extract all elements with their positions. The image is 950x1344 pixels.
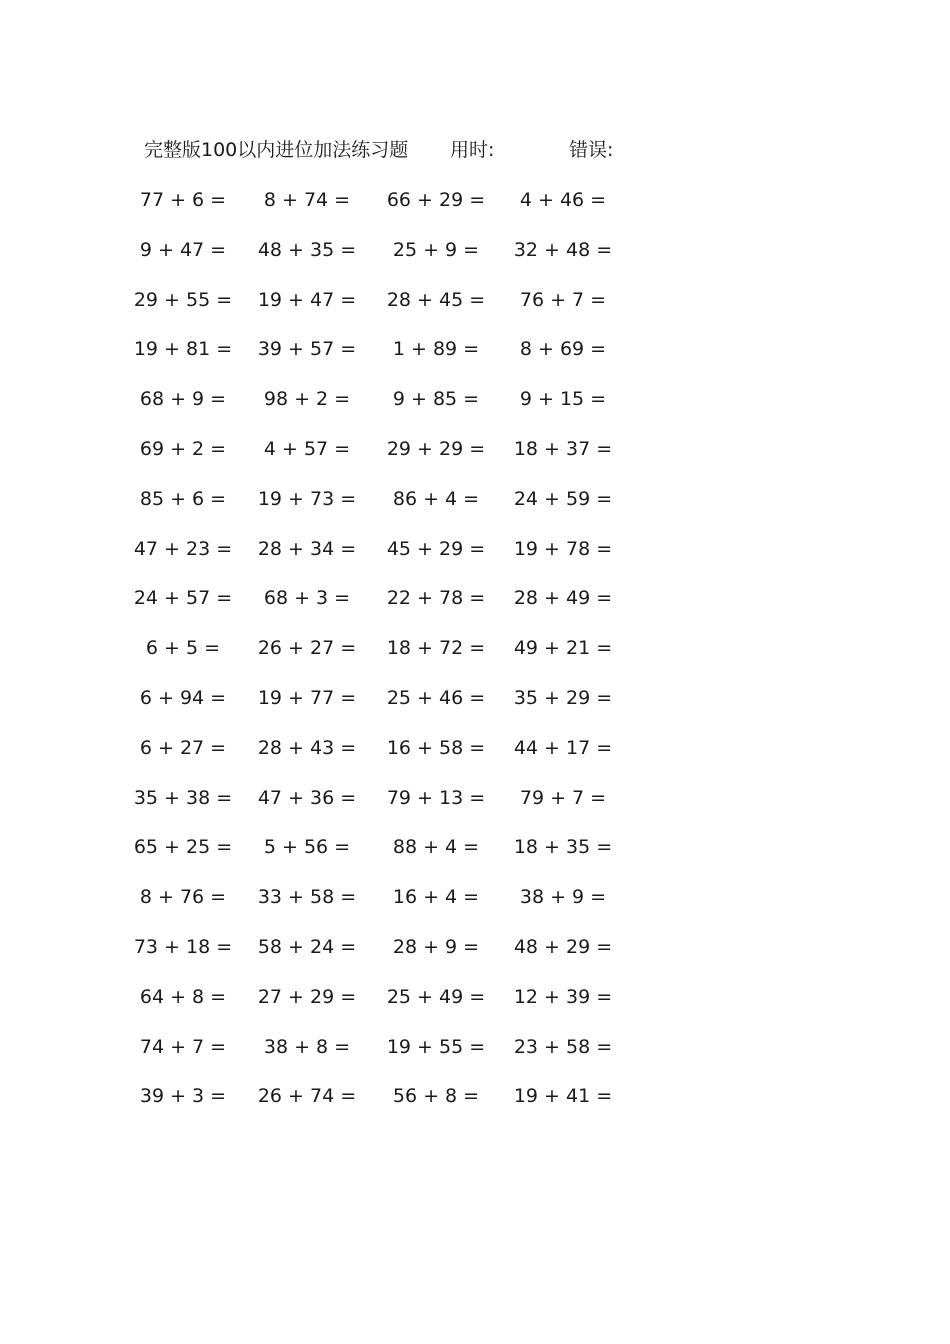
problem-text: 6 + 27 = bbox=[139, 736, 227, 759]
problem-text: 24 + 57 = bbox=[133, 587, 233, 610]
problem-row bbox=[0, 933, 950, 983]
problem-cell bbox=[257, 1082, 405, 1110]
problem-text: 16 + 58 = bbox=[386, 736, 486, 759]
problem-text: 68 + 9 = bbox=[139, 388, 227, 411]
problem-cell bbox=[139, 385, 269, 413]
problem-cell bbox=[263, 1033, 393, 1061]
problem-cell bbox=[513, 734, 661, 762]
problem-cell bbox=[519, 385, 649, 413]
problem-cell bbox=[513, 933, 661, 961]
problem-row bbox=[0, 983, 950, 1033]
problem-cell bbox=[263, 584, 393, 612]
problem-text: 39 + 57 = bbox=[257, 338, 357, 361]
problem-text: 44 + 17 = bbox=[513, 736, 613, 759]
problem-text: 58 + 24 = bbox=[257, 935, 357, 958]
problem-text: 25 + 49 = bbox=[386, 985, 486, 1008]
problem-row bbox=[0, 236, 950, 286]
time-label: 用时: bbox=[450, 139, 495, 161]
problem-text: 33 + 58 = bbox=[257, 886, 357, 909]
problem-text: 79 + 7 = bbox=[519, 786, 607, 809]
problem-text: 26 + 27 = bbox=[257, 637, 357, 660]
problem-cell bbox=[513, 535, 661, 563]
problem-cell bbox=[139, 1082, 269, 1110]
problem-text: 28 + 45 = bbox=[386, 288, 486, 311]
problem-text: 65 + 25 = bbox=[133, 836, 233, 859]
problem-text: 49 + 21 = bbox=[513, 637, 613, 660]
problem-text: 29 + 29 = bbox=[386, 437, 486, 460]
problem-text: 9 + 15 = bbox=[519, 388, 607, 411]
problem-row bbox=[0, 535, 950, 585]
problem-cell bbox=[263, 435, 393, 463]
problem-cell bbox=[139, 684, 269, 712]
problem-text: 79 + 13 = bbox=[386, 786, 486, 809]
problem-text: 6 + 94 = bbox=[139, 686, 227, 709]
problem-row bbox=[0, 784, 950, 834]
problem-text: 19 + 47 = bbox=[257, 288, 357, 311]
problem-row bbox=[0, 286, 950, 336]
problem-cell bbox=[519, 883, 649, 911]
problem-text: 69 + 2 = bbox=[139, 437, 227, 460]
problem-text: 47 + 23 = bbox=[133, 537, 233, 560]
worksheet-title: 完整版100以内进位加法练习题 bbox=[144, 139, 409, 161]
problem-row bbox=[0, 734, 950, 784]
problem-text: 32 + 48 = bbox=[513, 238, 613, 261]
problem-text: 19 + 78 = bbox=[513, 537, 613, 560]
problem-text: 4 + 57 = bbox=[263, 437, 351, 460]
problem-cell bbox=[392, 883, 522, 911]
problem-cell bbox=[513, 1082, 661, 1110]
problem-text: 74 + 7 = bbox=[139, 1035, 227, 1058]
problem-text: 6 + 5 = bbox=[145, 637, 221, 660]
problem-cell bbox=[139, 883, 269, 911]
problem-row bbox=[0, 186, 950, 236]
problem-row bbox=[0, 634, 950, 684]
problem-text: 38 + 9 = bbox=[519, 886, 607, 909]
problem-text: 66 + 29 = bbox=[386, 189, 486, 211]
problem-text: 4 + 46 = bbox=[519, 189, 607, 211]
problem-cell bbox=[513, 236, 661, 264]
problem-row bbox=[0, 335, 950, 385]
problem-text: 56 + 8 = bbox=[392, 1085, 480, 1108]
problem-text: 48 + 35 = bbox=[257, 238, 357, 261]
problem-text: 77 + 6 = bbox=[139, 189, 227, 211]
problem-text: 18 + 72 = bbox=[386, 637, 486, 660]
problem-text: 19 + 73 = bbox=[257, 487, 357, 510]
problem-cell bbox=[513, 833, 661, 861]
problem-cell bbox=[263, 186, 393, 214]
problem-cell bbox=[139, 485, 269, 513]
problem-text: 68 + 3 = bbox=[263, 587, 351, 610]
problem-cell bbox=[519, 286, 649, 314]
problem-cell bbox=[392, 833, 522, 861]
problem-row bbox=[0, 435, 950, 485]
problem-text: 25 + 9 = bbox=[392, 238, 480, 261]
problem-text: 19 + 41 = bbox=[513, 1085, 613, 1108]
problem-text: 29 + 55 = bbox=[133, 288, 233, 311]
problem-cell bbox=[392, 385, 522, 413]
problem-text: 28 + 49 = bbox=[513, 587, 613, 610]
problem-cell bbox=[257, 933, 405, 961]
problem-text: 23 + 58 = bbox=[513, 1035, 613, 1058]
errors-label: 错误: bbox=[569, 139, 614, 161]
problem-cell bbox=[257, 335, 405, 363]
problem-cell bbox=[139, 734, 269, 762]
problem-text: 9 + 47 = bbox=[139, 238, 227, 261]
problem-cell bbox=[139, 435, 269, 463]
problem-text: 19 + 55 = bbox=[386, 1035, 486, 1058]
problem-cell bbox=[519, 186, 649, 214]
problem-row bbox=[0, 833, 950, 883]
problem-cell bbox=[145, 634, 257, 662]
problem-text: 98 + 2 = bbox=[263, 388, 351, 411]
problem-text: 24 + 59 = bbox=[513, 487, 613, 510]
problem-text: 18 + 37 = bbox=[513, 437, 613, 460]
problem-cell bbox=[139, 186, 269, 214]
problem-text: 73 + 18 = bbox=[133, 935, 233, 958]
problem-text: 28 + 34 = bbox=[257, 537, 357, 560]
problem-row bbox=[0, 1033, 950, 1083]
problem-cell bbox=[392, 1082, 522, 1110]
problem-grid bbox=[0, 186, 950, 1132]
problem-text: 35 + 38 = bbox=[133, 786, 233, 809]
problem-cell bbox=[513, 684, 661, 712]
problem-text: 45 + 29 = bbox=[386, 537, 486, 560]
problem-cell bbox=[257, 883, 405, 911]
problem-cell bbox=[139, 236, 269, 264]
problem-text: 27 + 29 = bbox=[257, 985, 357, 1008]
problem-text: 26 + 74 = bbox=[257, 1085, 357, 1108]
problem-cell bbox=[392, 335, 522, 363]
problem-cell bbox=[513, 1033, 661, 1061]
problem-text: 48 + 29 = bbox=[513, 935, 613, 958]
problem-row bbox=[0, 883, 950, 933]
problem-text: 9 + 85 = bbox=[392, 388, 480, 411]
problem-cell bbox=[263, 833, 393, 861]
problem-text: 28 + 43 = bbox=[257, 736, 357, 759]
problem-cell bbox=[139, 1033, 269, 1061]
problem-text: 8 + 69 = bbox=[519, 338, 607, 361]
problem-text: 85 + 6 = bbox=[139, 487, 227, 510]
problem-text: 76 + 7 = bbox=[519, 288, 607, 311]
problem-row bbox=[0, 584, 950, 634]
problem-cell bbox=[513, 634, 661, 662]
problem-text: 39 + 3 = bbox=[139, 1085, 227, 1108]
problem-cell bbox=[257, 236, 405, 264]
problem-text: 38 + 8 = bbox=[263, 1035, 351, 1058]
problem-cell bbox=[519, 784, 649, 812]
problem-text: 18 + 35 = bbox=[513, 836, 613, 859]
problem-text: 8 + 74 = bbox=[263, 189, 351, 211]
problem-text: 88 + 4 = bbox=[392, 836, 480, 859]
problem-cell bbox=[257, 485, 405, 513]
problem-row bbox=[0, 684, 950, 734]
problem-text: 12 + 39 = bbox=[513, 985, 613, 1008]
problem-cell bbox=[392, 236, 522, 264]
problem-cell bbox=[513, 584, 661, 612]
problem-cell bbox=[519, 335, 649, 363]
problem-text: 22 + 78 = bbox=[386, 587, 486, 610]
problem-text: 16 + 4 = bbox=[392, 886, 480, 909]
problem-cell bbox=[513, 983, 661, 1011]
problem-row bbox=[0, 485, 950, 535]
problem-text: 47 + 36 = bbox=[257, 786, 357, 809]
problem-text: 64 + 8 = bbox=[139, 985, 227, 1008]
problem-text: 28 + 9 = bbox=[392, 935, 480, 958]
problem-text: 35 + 29 = bbox=[513, 686, 613, 709]
problem-row bbox=[0, 1082, 950, 1132]
problem-text: 5 + 56 = bbox=[263, 836, 351, 859]
problem-text: 19 + 81 = bbox=[133, 338, 233, 361]
problem-cell bbox=[139, 983, 269, 1011]
problem-cell bbox=[392, 485, 522, 513]
problem-text: 8 + 76 = bbox=[139, 886, 227, 909]
problem-cell bbox=[263, 385, 393, 413]
problem-text: 25 + 46 = bbox=[386, 686, 486, 709]
problem-cell bbox=[513, 485, 661, 513]
problem-cell bbox=[513, 435, 661, 463]
problem-text: 19 + 77 = bbox=[257, 686, 357, 709]
problem-cell bbox=[392, 933, 522, 961]
problem-text: 1 + 89 = bbox=[392, 338, 480, 361]
problem-row bbox=[0, 385, 950, 435]
problem-text: 86 + 4 = bbox=[392, 487, 480, 510]
